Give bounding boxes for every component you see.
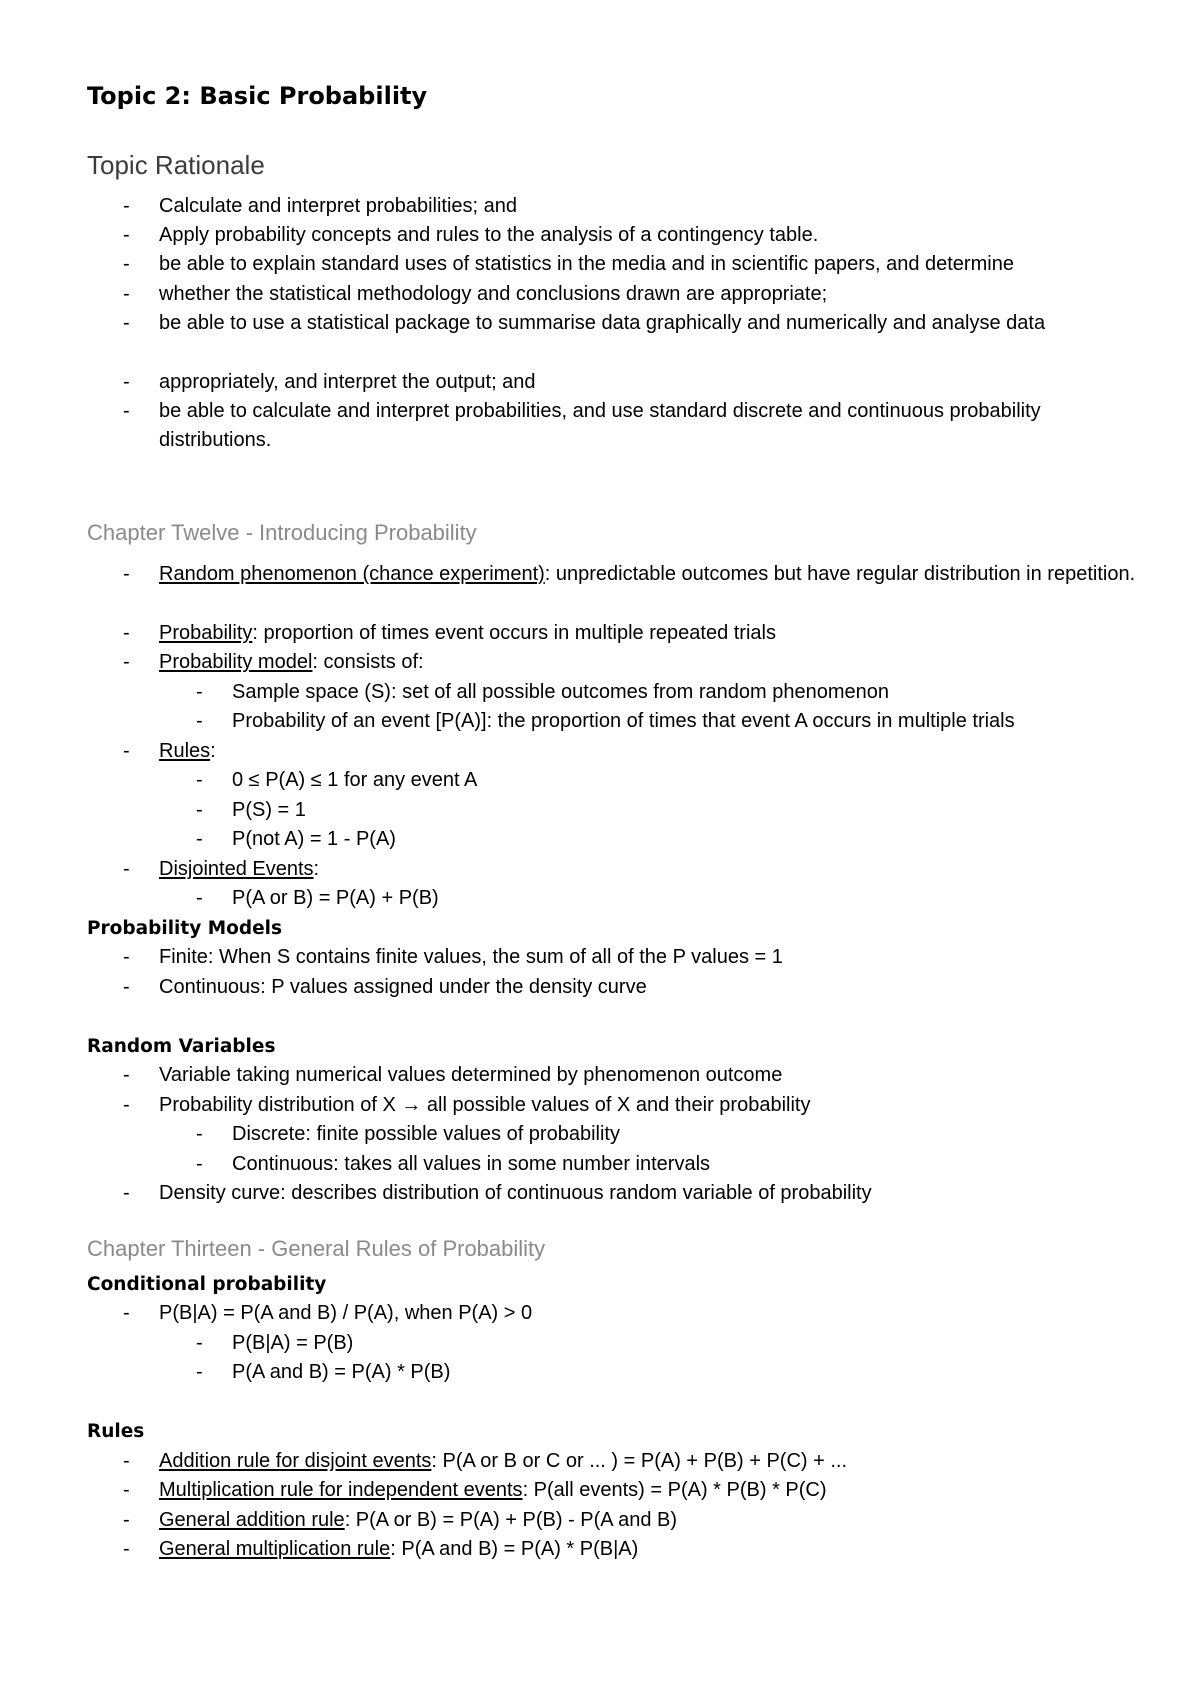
sub-list-item: - Discrete: finite possible values of probability: [196, 1123, 620, 1145]
rules-heading: Rules: [87, 1421, 145, 1442]
list-item-general-multiplication-rule: - General multiplication rule: P(A and B) = P(A) * P(B|A): [123, 1538, 639, 1560]
list-item: - Density curve: describes distribution of continuous random variable of probability: [123, 1182, 872, 1204]
list-item: - P(B|A) = P(A and B) / P(A), when P(A) > 0: [123, 1302, 533, 1324]
rationale-heading: Topic Rationale: [87, 150, 265, 180]
list-item: - Apply probability concepts and rules to the analysis of a contingency table.: [123, 224, 819, 246]
conditional-probability-heading: Conditional probability: [87, 1274, 327, 1295]
sub-list-item: - P(S) = 1: [196, 799, 306, 821]
list-item-probability: - Probability: proportion of times event occurs in multiple repeated trials: [123, 622, 776, 644]
list-item: - whether the statistical methodology and conclusions drawn are appropriate;: [123, 283, 828, 305]
sub-list-item: - P(A or B) = P(A) + P(B): [196, 887, 439, 909]
list-item-multiplication-rule-independent: - Multiplication rule for independent events: P(all events) = P(A) * P(B) * P(C): [123, 1479, 827, 1501]
list-item: - Finite: When S contains finite values, the sum of all of the P values = 1: [123, 946, 783, 968]
sub-list-item: - Probability of an event [P(A)]: the proportion of times that event A occurs in multiple trials: [196, 710, 1015, 732]
sub-list-item: - P(B|A) = P(B): [196, 1332, 354, 1354]
sub-list-item: - P(A and B) = P(A) * P(B): [196, 1361, 451, 1383]
chapter-thirteen-heading: Chapter Thirteen - General Rules of Probability: [87, 1236, 546, 1261]
list-item: - be able to explain standard uses of statistics in the media and in scientific papers, and determine: [123, 253, 1014, 275]
list-item: - Variable taking numerical values determined by phenomenon outcome: [123, 1064, 783, 1086]
list-item: - appropriately, and interpret the output; and: [123, 371, 536, 393]
probability-models-heading: Probability Models: [87, 918, 282, 939]
sub-list-item: - Continuous: takes all values in some number intervals: [196, 1153, 711, 1175]
list-item-disjointed-events: - Disjointed Events:: [123, 858, 320, 880]
sub-list-item: - Sample space (S): set of all possible outcomes from random phenomenon: [196, 681, 890, 703]
chapter-twelve-heading: Chapter Twelve - Introducing Probability: [87, 520, 477, 545]
sub-list-item: - P(not A) = 1 - P(A): [196, 828, 396, 850]
list-item-addition-rule-disjoint: - Addition rule for disjoint events: P(A or B or C or ... ) = P(A) + P(B) + P(C) + ...: [123, 1450, 848, 1472]
list-item-rules: - Rules:: [123, 740, 216, 762]
list-item: - Calculate and interpret probabilities; and: [123, 195, 517, 217]
random-variables-heading: Random Variables: [87, 1036, 276, 1057]
list-item: - be able to use a statistical package to summarise data graphically and numerically and analyse data: [123, 312, 1046, 334]
list-item-probability-model: - Probability model: consists of:: [123, 651, 424, 673]
list-item-random-phenomenon: - Random phenomenon (chance experiment): unpredictable outcomes but have regular distribution in repetition.: [123, 563, 1136, 585]
list-item-general-addition-rule: - General addition rule: P(A or B) = P(A) + P(B) - P(A and B): [123, 1509, 678, 1531]
page-title: Topic 2: Basic Probability: [87, 82, 428, 110]
list-item: - Continuous: P values assigned under the density curve: [123, 976, 647, 998]
list-item: - Probability distribution of X → all possible values of X and their probability: [123, 1094, 811, 1116]
list-item: - be able to calculate and interpret probabilities, and use standard discrete and continuous probability distributions.: [123, 400, 1041, 452]
sub-list-item: - 0 ≤ P(A) ≤ 1 for any event A: [196, 769, 478, 791]
